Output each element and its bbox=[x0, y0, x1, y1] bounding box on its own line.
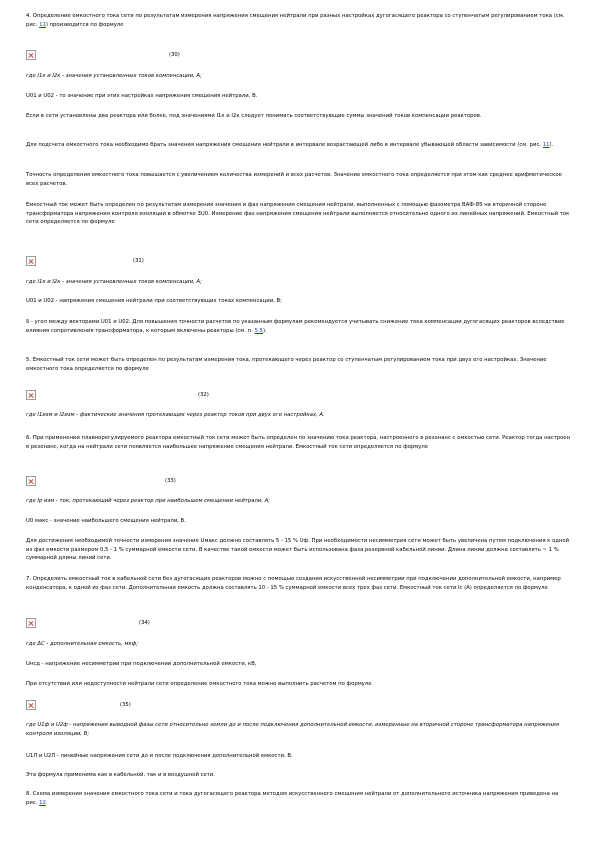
where-30: где I1к и I2к - значения установленных токов компенсации, А; bbox=[26, 73, 202, 79]
broken-image-icon bbox=[26, 390, 36, 400]
paragraph-7: 7. Определить емкостный ток в кабельной сети без дугогасящих реакторов можно с помощью создания искусственной несимметрии при подключении дополнительной емкости, например конденсатора, к одной из фаз сети. Дополнительная емкость должна составлять 10 - 15 % суммарной емкости всех трех фаз сети. Емкостный ток сети Iс (А) определяется по формуле bbox=[26, 576, 561, 591]
formula-34 bbox=[26, 618, 326, 630]
broken-image-icon bbox=[26, 50, 36, 60]
u-34: Uнсд - напряжение несимметрии при подключении дополнительной емкости, кВ, bbox=[26, 661, 257, 667]
where-32: где I1изм и I2изм - фактические значения протекающих через реактор токов при двух его настройках, А. bbox=[26, 412, 325, 418]
accuracy-note: Точность определения емкостного тока повышается с увеличением количества измерений и всех расчетов. Значение емкостного тока определяется при этом как среднее арифметическое всех расчетов. bbox=[26, 172, 562, 187]
absence-note: При отсутствии или недоступности нейтрали сети определение емкостного тока можно выполнить расчетом по формуле bbox=[26, 681, 372, 687]
broken-image-icon bbox=[26, 256, 36, 266]
where-35: где U1ф и U2ф - напряжения выводной фазы сети относительно земли до и после подключения дополнительной емкости, измеренные на вторичной стороне трансформатора напряжения контроля изоляции, В; bbox=[26, 722, 560, 737]
broken-image-icon bbox=[26, 618, 36, 628]
delta-paragraph: δ - угол между векторами U01 и U02. Для повышения точности расчетов по указанным формулам рекомендуется учитывать снижение тока компенсации дугогасящих реакторов вследствие влияния сопротивления трансформатора, к которым включены реакторы (см. п. 5.5). bbox=[26, 319, 565, 334]
paragraph-6: 6. При применении плавнорегулируемого реактора емкостный ток сети может быть определен по значению тока реактора, настроенного в резонанс с емкостью сети. Реактор тогда настроен в резонанс, когда на нейтрали сети появляется наибольшее напряжение смещения нейтрали. Емкостный ток сети определяется по формуле bbox=[26, 435, 571, 450]
formula-number: (33) bbox=[165, 478, 176, 484]
formula-31 bbox=[26, 256, 326, 268]
figure-link-11[interactable]: 11 bbox=[39, 21, 46, 28]
note-resonance: Для подсчета емкостного тока необходимо брать значения напряжения смещения нейтрали в интервале возрастающей либо в интервале убывающей области зависимости (см. рис. 11). bbox=[26, 142, 554, 148]
formula-33 bbox=[26, 476, 326, 488]
broken-image-icon bbox=[26, 476, 36, 486]
formula-number: (34) bbox=[139, 620, 150, 626]
paragraph-4: 4. Определение емкостного тока сети по результатам измерения напряжения смещения нейтрали при разных настройках дугогасящего реактора со ступенчатым регулированием тока (см. рис. 11) производится по формуле bbox=[26, 13, 565, 28]
formula-number: (35) bbox=[120, 702, 131, 708]
formula-32 bbox=[26, 390, 326, 402]
applies-note: Эта формула применима как в кабельной, так и в воздушной сети. bbox=[26, 772, 215, 778]
figure-link-11[interactable]: 11 bbox=[542, 142, 550, 148]
section-link-5-5[interactable]: 5.5 bbox=[254, 327, 263, 334]
u-33: U0 макс - значение наибольшего смещения нейтрали, В. bbox=[26, 518, 186, 524]
formula-30 bbox=[26, 50, 326, 62]
u-31: U01 и U02 - напряжения смещения нейтрали при соответствующих токах компенсации, В; bbox=[26, 298, 282, 304]
figure-link-12[interactable]: 12 bbox=[39, 799, 46, 806]
u-30: U01 и U02 - то значение при этих настройках напряжения смещения нейтрали, В. bbox=[26, 93, 258, 99]
measurement-accuracy: Для достижения необходимой точности измерения значение Uмакс должно составлять 5 - 15 % Uф. При необходимости несимметрия сети может быть увеличена путем подключения к одной из фаз емкости размером 0,5 - 1 % суммарной емкости сети. В качестве такой емкости может быть использована фаза резервной кабельной линии. Длина линии должна составлять ~ 1 % суммарной длины линий сети. bbox=[26, 538, 570, 561]
paragraph-5: 5. Емкостный ток сети может быть определен по результатам измерения тока, протекающего через реактор со ступенчатым регулированием тока при двух его настройках. Значение емкостного тока определяется по формуле bbox=[26, 357, 547, 372]
formula-35 bbox=[26, 700, 326, 712]
note-two-reactors: Если в сети установлены два реактора или более, под значениями I1к и I2к следует понимать соответствующие суммы значений токов компенсации реакторов. bbox=[26, 113, 482, 119]
phase-method: Емкостный ток может быть определен по результатам измерения значения и фаз напряжения смещения нейтрали, выполненных с помощью фазометра ВАФ-85 на вторичной стороне трансформатора напряжения контроля изоляции в обмотке 3U0. Измерение фаз напряжения смещения нейтрали выполняется относительно одного из линейных напряжений. Емкостный ток сети определяется по формуле bbox=[26, 202, 570, 225]
broken-image-icon bbox=[26, 700, 36, 710]
formula-number: (32) bbox=[198, 392, 209, 398]
where-31: где I1к и I2к - значения установленных токов компенсации, А; bbox=[26, 279, 202, 285]
where-33: где Iр изм - ток, протекающий через реактор при наибольшем смещении нейтрали, А; bbox=[26, 498, 271, 504]
paragraph-8: 8. Схема измерения значения емкостного тока сети и тока дугогасящего реактора методом искусственного смещения нейтрали от дополнительного источника напряжения приведена на рис. 12. bbox=[26, 791, 559, 806]
u-35: U1Л и U2Л - линейные напряжения сети до и после подключения дополнительной емкости, В. bbox=[26, 753, 293, 759]
formula-number: (31) bbox=[133, 258, 144, 264]
where-34: где ΔC - дополнительная емкость, мкф; bbox=[26, 641, 139, 647]
formula-number: (30) bbox=[169, 52, 180, 58]
